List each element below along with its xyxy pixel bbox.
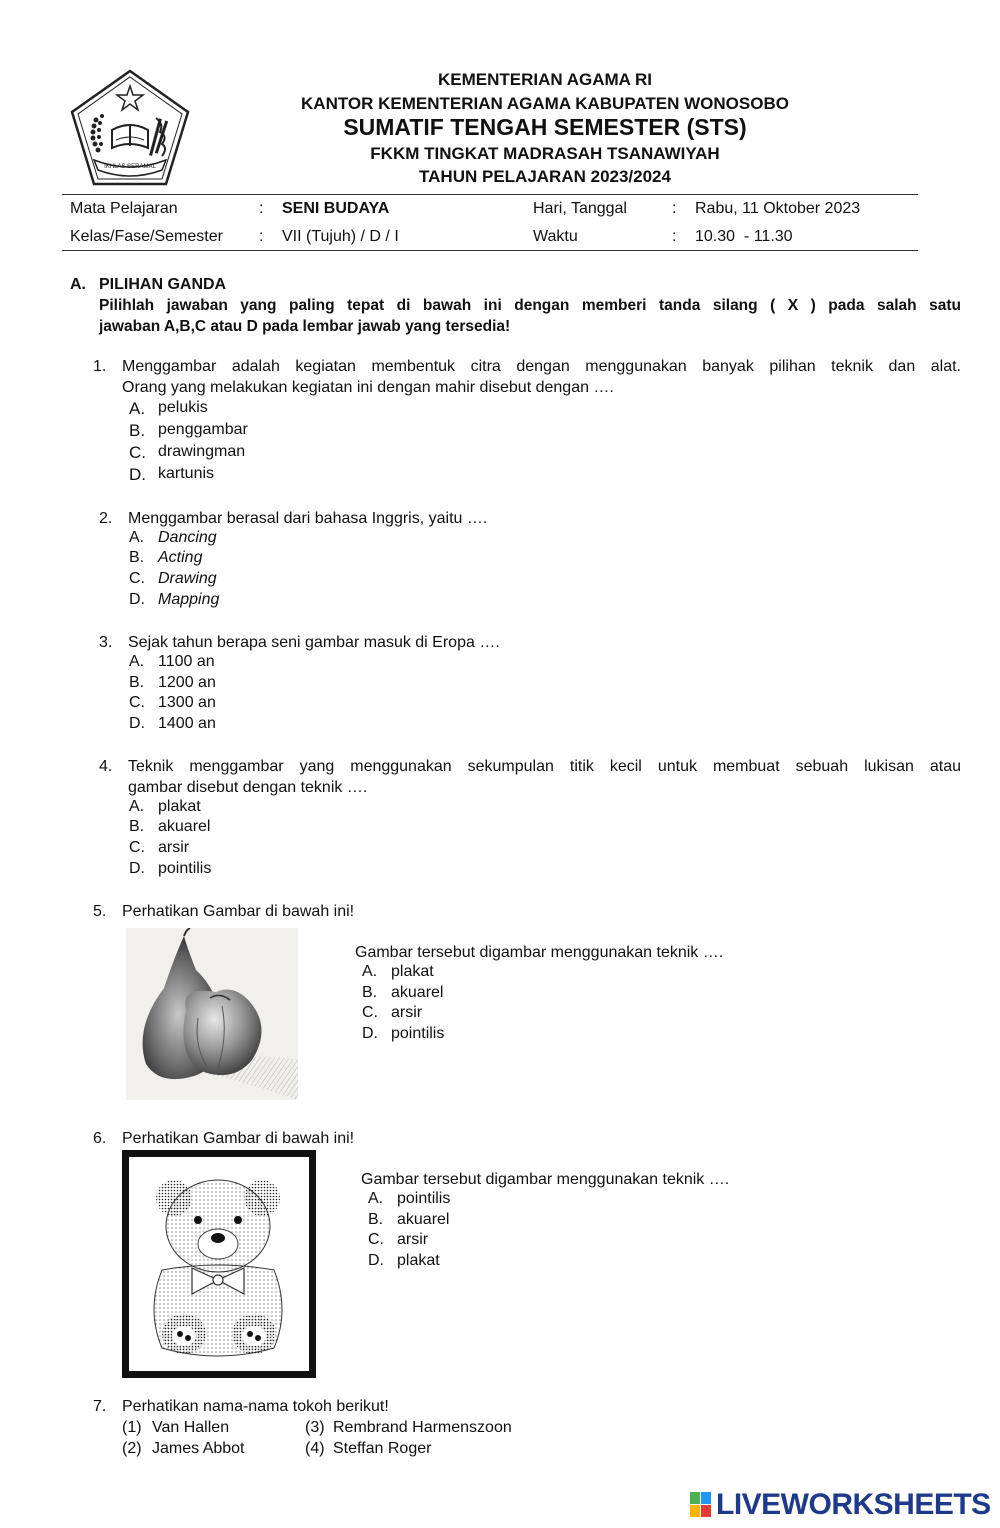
option-text: arsir [391, 1004, 423, 1021]
option-letter: C. [129, 570, 145, 587]
question-7-number: 7. [93, 1398, 107, 1415]
option-letter: A. [368, 1190, 384, 1207]
question-1-text-line1: Menggambar adalah kegiatan membentuk citra dengan menggunakan banyak pilihan teknik dan alat. [122, 358, 961, 375]
option-text: Drawing [158, 570, 217, 587]
option-text: pointilis [391, 1025, 445, 1042]
option-letter: C. [129, 694, 145, 711]
name-1-value: Van Hallen [152, 1419, 230, 1436]
option-text: drawingman [158, 443, 246, 460]
option-letter: C. [362, 1004, 378, 1021]
option-letter: A. [129, 798, 145, 815]
option-letter: D. [362, 1025, 378, 1042]
option-letter: B. [129, 549, 145, 566]
option-text: plakat [397, 1252, 440, 1269]
time-value: 10.30 - 11.30 [695, 228, 793, 245]
question-2-number: 2. [99, 510, 113, 527]
page-title: SUMATIF TENGAH SEMESTER (STS) [343, 114, 747, 140]
section-title: PILIHAN GANDA [99, 276, 227, 293]
option-letter: C. [129, 839, 145, 856]
subject-label: Mata Pelajaran [70, 200, 178, 217]
question-7-text: Perhatikan nama-nama tokoh berikut! [122, 1398, 389, 1415]
brand-text: LIVEWORKSHEETS [716, 1488, 991, 1521]
option-text: pointilis [158, 860, 212, 877]
class-value: VII (Tujuh) / D / I [282, 228, 399, 245]
question-3-number: 3. [99, 634, 113, 651]
option-letter: B. [129, 421, 146, 440]
option-letter: D. [129, 465, 146, 484]
name-2-label: (2) [122, 1440, 142, 1457]
option-letter: B. [129, 674, 145, 691]
header-office: KANTOR KEMENTERIAN AGAMA KABUPATEN WONOSOBO [301, 94, 789, 113]
liveworksheets-brand[interactable] [690, 1488, 990, 1522]
class-colon: : [259, 228, 264, 245]
time-label: Waktu [533, 228, 578, 245]
subject-colon: : [259, 200, 264, 217]
option-letter: A. [129, 653, 145, 670]
option-text: plakat [158, 798, 201, 815]
option-letter: A. [129, 399, 146, 418]
liveworksheets-logo-icon [690, 1492, 712, 1518]
info-divider [62, 250, 918, 251]
option-text: akuarel [391, 984, 444, 1001]
option-letter: D. [368, 1252, 384, 1269]
option-text: pointilis [397, 1190, 451, 1207]
option-letter: D. [129, 860, 145, 877]
option-text: penggambar [158, 421, 248, 438]
question-6-text: Perhatikan Gambar di bawah ini! [122, 1130, 355, 1147]
question-5-prompt: Gambar tersebut digambar menggunakan teknik …. [355, 944, 724, 961]
option-text: arsir [397, 1231, 429, 1248]
option-text: Acting [158, 549, 203, 566]
teddy-bear-pointillism-image [122, 1150, 316, 1378]
option-text: arsir [158, 839, 190, 856]
name-3-label: (3) [305, 1419, 325, 1436]
option-letter: D. [129, 591, 145, 608]
option-letter: A. [362, 963, 378, 980]
section-letter: A. [70, 276, 86, 293]
header-divider [62, 194, 918, 195]
question-1-number: 1. [93, 358, 107, 375]
option-text: akuarel [397, 1211, 450, 1228]
question-6-number: 6. [93, 1130, 107, 1147]
ministry-logo [68, 68, 192, 188]
question-4-text-line1: Teknik menggambar yang menggunakan sekumpulan titik kecil untuk membuat sebuah lukisan atau [128, 758, 961, 775]
name-1-label: (1) [122, 1419, 142, 1436]
option-text: pelukis [158, 399, 208, 416]
subject-value: SENI BUDAYA [282, 200, 390, 217]
logo-motto: IKHLAS BERAMAL [104, 164, 156, 170]
question-5-number: 5. [93, 903, 107, 920]
option-text: kartunis [158, 465, 215, 482]
question-3-text: Sejak tahun berapa seni gambar masuk di Eropa …. [128, 634, 500, 651]
date-label: Hari, Tanggal [533, 200, 627, 217]
option-text: 1200 an [158, 674, 216, 691]
question-6-prompt: Gambar tersebut digambar menggunakan teknik …. [361, 1171, 730, 1188]
class-label: Kelas/Fase/Semester [70, 228, 223, 245]
option-letter: A. [129, 529, 145, 546]
option-text: 1100 an [158, 653, 215, 670]
option-text: akuarel [158, 818, 211, 835]
option-letter: B. [368, 1211, 384, 1228]
option-text: Dancing [158, 529, 217, 546]
question-1-text-line2: Orang yang melakukan kegiatan ini dengan mahir disebut dengan …. [122, 379, 614, 396]
date-value: Rabu, 11 Oktober 2023 [695, 200, 861, 217]
option-letter: C. [368, 1231, 384, 1248]
name-3-value: Rembrand Harmenszoon [333, 1419, 512, 1436]
option-text: plakat [391, 963, 434, 980]
name-2-value: James Abbot [152, 1440, 245, 1457]
option-letter: B. [129, 818, 145, 835]
option-letter: B. [362, 984, 378, 1001]
pear-apple-shading-image [126, 928, 298, 1100]
option-text: 1300 an [158, 694, 216, 711]
header-year: TAHUN PELAJARAN 2023/2024 [419, 167, 671, 186]
section-instruction-line1: Pilihlah jawaban yang paling tepat di bawah ini dengan memberi tanda silang ( X ) pada salah satu [99, 297, 961, 314]
date-colon: : [672, 200, 677, 217]
option-text: 1400 an [158, 715, 216, 732]
option-letter: C. [129, 443, 146, 462]
name-4-label: (4) [305, 1440, 325, 1457]
question-2-text: Menggambar berasal dari bahasa Inggris, yaitu …. [128, 510, 488, 527]
section-instruction-line2: jawaban A,B,C atau D pada lembar jawab yang tersedia! [99, 318, 511, 335]
option-text: Mapping [158, 591, 220, 608]
header-forum: FKKM TINGKAT MADRASAH TSANAWIYAH [370, 144, 720, 163]
question-5-text: Perhatikan Gambar di bawah ini! [122, 903, 355, 920]
time-colon: : [672, 228, 677, 245]
header-ministry: KEMENTERIAN AGAMA RI [437, 70, 653, 89]
option-letter: D. [129, 715, 145, 732]
question-4-text-line2: gambar disebut dengan teknik …. [128, 779, 368, 796]
name-4-value: Steffan Roger [333, 1440, 432, 1457]
question-4-number: 4. [99, 758, 113, 775]
